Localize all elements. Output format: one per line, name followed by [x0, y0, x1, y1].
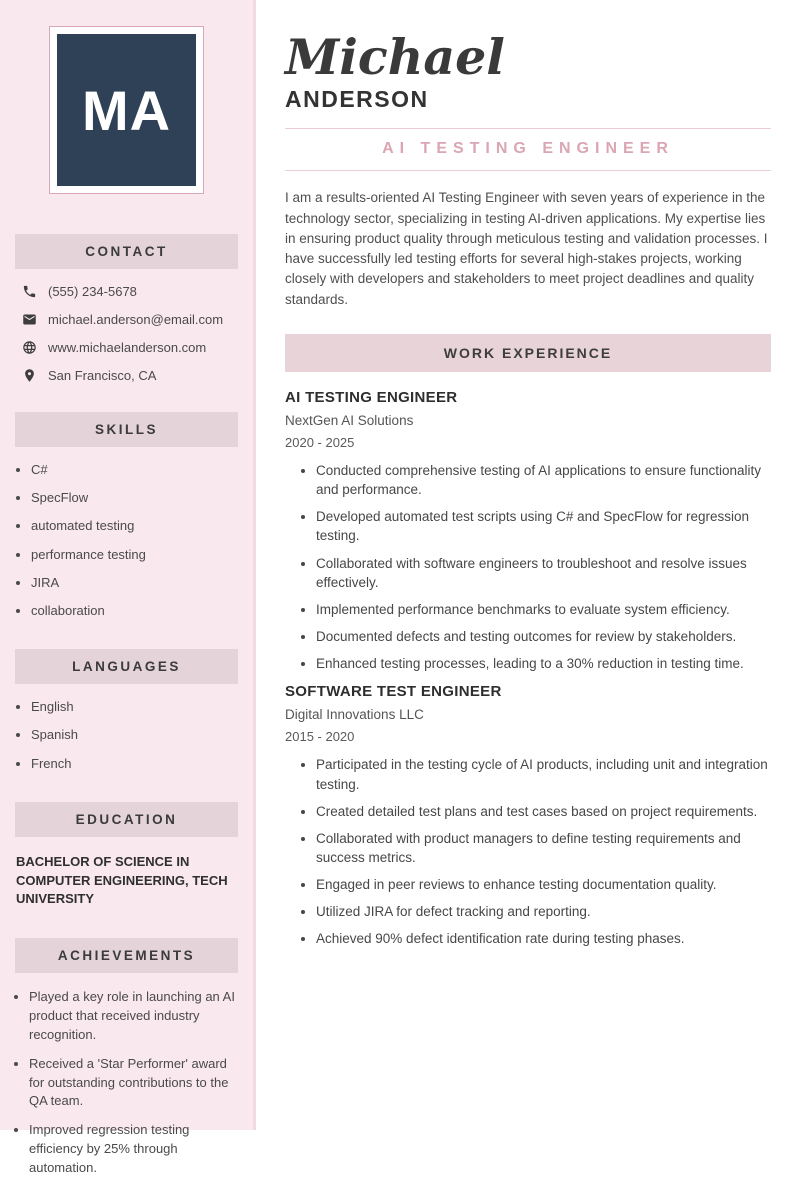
language-item: • Spanish	[31, 726, 253, 744]
skill-item: • SpecFlow	[31, 489, 253, 507]
globe-icon	[22, 340, 37, 355]
email-icon	[22, 312, 37, 327]
job-bullet: • Collaborated with software engineers to troubleshoot and resolve issues effectively.	[316, 554, 771, 592]
divider-bottom	[285, 170, 771, 171]
job-bullet: • Documented defects and testing outcomes for review by stakeholders.	[316, 627, 771, 646]
contact-row-phone	[22, 284, 253, 299]
achievement-item: • Improved regression testing efficiency by 25% through automation.	[29, 1121, 243, 1178]
language-item: • French	[31, 755, 253, 773]
job-bullet: • Conducted comprehensive testing of AI applications to ensure functionality and performance.	[316, 461, 771, 499]
job-entry-1	[285, 389, 771, 673]
job-bullet: • Created detailed test plans and test cases based on project requirements.	[316, 802, 771, 821]
job-bullet: • Collaborated with product managers to define testing requirements and success metrics.	[316, 829, 771, 867]
contact-location-text: San Francisco, CA	[48, 368, 157, 383]
job-title: SOFTWARE TEST ENGINEER	[285, 683, 502, 701]
sidebar	[0, 0, 256, 1175]
location-icon	[22, 368, 37, 383]
work-experience-heading: WORK EXPERIENCE	[285, 334, 771, 372]
education-degree: BACHELOR OF SCIENCE IN COMPUTER ENGINEERING, TECH UNIVERSITY	[16, 853, 228, 907]
job-dates: 2015 - 2020	[285, 729, 355, 745]
skills-list	[0, 461, 253, 620]
job-title: AI TESTING ENGINEER	[285, 388, 458, 406]
job-bullet-list	[285, 461, 771, 673]
summary-paragraph: I am a results-oriented AI Testing Engineer with seven years of experience in the technology sector, specializing in testing AI-driven applications. My expertise lies in ensuring product quality through meticulous testing and validation processes. I have successfully led testing efforts for several high-stakes projects, working closely with developers and stakeholders to meet project deadlines and quality standards.	[285, 190, 768, 307]
contact-row-email	[22, 312, 253, 327]
contact-list	[22, 284, 253, 383]
skill-item: • JIRA	[31, 574, 253, 592]
achievement-item: • Played a key role in launching an AI product that received industry recognition.	[29, 988, 243, 1045]
resume-main	[256, 0, 800, 1130]
last-name: ANDERSON	[285, 86, 429, 113]
job-company: Digital Innovations LLC	[285, 707, 424, 723]
monogram-frame	[49, 26, 204, 194]
monogram-initials: MA	[81, 78, 172, 142]
job-company: NextGen AI Solutions	[285, 412, 414, 428]
phone-icon	[22, 284, 37, 299]
contact-section-heading: CONTACT	[15, 234, 238, 269]
job-bullet: • Achieved 90% defect identification rate during testing phases.	[316, 929, 771, 948]
contact-email-text: michael.anderson@email.com	[48, 312, 224, 327]
skill-item: • automated testing	[31, 517, 253, 535]
job-bullet-list	[285, 755, 771, 948]
skill-item: • performance testing	[31, 546, 253, 564]
job-entry-2	[285, 683, 771, 948]
skill-item: • collaboration	[31, 602, 253, 620]
job-bullet: • Developed automated test scripts using C# and SpecFlow for regression testing.	[316, 507, 771, 545]
job-bullet: • Participated in the testing cycle of AI products, including unit and integration testing.	[316, 755, 771, 793]
contact-phone-text: (555) 234-5678	[48, 284, 137, 299]
skills-section-heading: SKILLS	[15, 412, 238, 447]
job-bullet: • Engaged in peer reviews to enhance testing documentation quality.	[316, 875, 771, 894]
first-name: Michael	[285, 28, 505, 86]
contact-website-text: www.michaelanderson.com	[48, 340, 207, 355]
languages-section-heading: LANGUAGES	[15, 649, 238, 684]
achievements-list	[0, 988, 253, 1178]
contact-row-website	[22, 340, 253, 355]
language-item: • English	[31, 698, 253, 716]
job-dates: 2020 - 2025	[285, 434, 355, 450]
role-title: AI TESTING ENGINEER	[382, 140, 674, 158]
job-bullet: • Implemented performance benchmarks to evaluate system efficiency.	[316, 600, 771, 619]
education-section-heading: EDUCATION	[15, 802, 238, 837]
job-bullet: • Enhanced testing processes, leading to a 30% reduction in testing time.	[316, 654, 771, 673]
monogram-box	[57, 34, 196, 186]
languages-list	[0, 698, 253, 773]
job-bullet: • Utilized JIRA for defect tracking and reporting.	[316, 902, 771, 921]
achievement-item: • Received a 'Star Performer' award for outstanding contributions to the QA team.	[29, 1055, 243, 1112]
achievements-section-heading: ACHIEVEMENTS	[15, 938, 238, 973]
contact-row-location	[22, 368, 253, 383]
skill-item: • C#	[31, 461, 253, 479]
